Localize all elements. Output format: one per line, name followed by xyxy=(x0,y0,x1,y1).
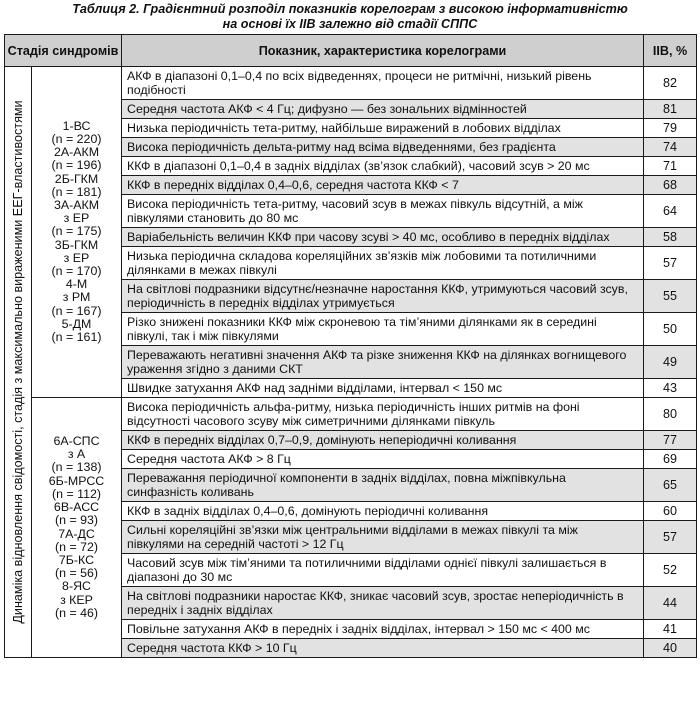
stage-line: 6В-АСС xyxy=(53,500,100,515)
iiv-value: 80 xyxy=(644,398,697,431)
iiv-value: 41 xyxy=(644,620,697,639)
indicator-description: Висока періодичність дельта-ритму над всіма відведеннями, без градієнта xyxy=(122,138,644,157)
iiv-value: 65 xyxy=(644,469,697,502)
stage-line: (n = 138) xyxy=(51,460,102,475)
iiv-value: 69 xyxy=(644,450,697,469)
iiv-value: 57 xyxy=(644,521,697,554)
iiv-value: 52 xyxy=(644,554,697,587)
stage-line: 5-ДМ xyxy=(61,316,92,331)
iiv-value: 43 xyxy=(644,379,697,398)
indicator-description: Середня частота АКФ > 8 Гц xyxy=(122,450,644,469)
stage-line: (n = 220) xyxy=(51,131,102,146)
stage-line: 2Б-ГКМ xyxy=(54,171,99,186)
stage-line: 7А-ДС xyxy=(58,526,95,541)
iiv-value: 81 xyxy=(644,100,697,119)
header-iiv: ІІВ, % xyxy=(644,35,697,67)
header-stage: Стадія синдромів xyxy=(5,35,122,67)
stage-line: з А xyxy=(67,447,86,462)
indicator-description: ККФ в передніх відділах 0,4–0,6, середня частота ККФ < 7 xyxy=(122,176,644,195)
indicator-description: ККФ в діапазоні 0,1–0,4 в задніх відділах (зв’язок слабкий), часовий зсув > 20 мс xyxy=(122,157,644,176)
indicator-description: Висока періодичність альфа-ритму, низька періодичність інших ритмів на фоні відсутності часового зсуву між симетричними ділянками півкуль xyxy=(122,398,644,431)
iiv-value: 40 xyxy=(644,639,697,658)
indicator-description: Сильні кореляційні зв’язки між центральними відділами в межах півкулі та між півкулями на середній частоті > 12 Гц xyxy=(122,521,644,554)
stage-line: (n = 112) xyxy=(51,486,102,501)
header-indicator: Показник, характеристика корелограми xyxy=(122,35,644,67)
stage-line: (n = 167) xyxy=(51,303,102,318)
stage-line: (n = 181) xyxy=(51,184,102,199)
iiv-value: 44 xyxy=(644,587,697,620)
indicator-description: ККФ в передніх відділах 0,7–0,9, домінують неперіодичні коливання xyxy=(122,431,644,450)
stage-line: 1-ВС xyxy=(62,118,91,133)
indicator-description: Середня частота АКФ < 4 Гц; дифузно — без зональних відмінностей xyxy=(122,100,644,119)
data-table xyxy=(4,34,697,658)
stage-line: (n = 56) xyxy=(54,566,99,581)
iiv-value: 82 xyxy=(644,67,697,100)
stage-line: 6А-СПС xyxy=(53,434,100,449)
indicator-description: Низька періодична складова кореляційних зв’язків між лобовими та потиличними ділянками в межах півкулі xyxy=(122,247,644,280)
stage-line: (n = 175) xyxy=(51,224,102,239)
stage-line: 4-М xyxy=(65,277,88,292)
stage-line: 3А-АКМ xyxy=(53,197,100,212)
iiv-value: 79 xyxy=(644,119,697,138)
indicator-description: Переважають негативні значення АКФ та різке зниження ККФ на ділянках вогнищевого ураження згідно з даними СКТ xyxy=(122,346,644,379)
iiv-value: 57 xyxy=(644,247,697,280)
stage-line: 8-ЯС xyxy=(62,579,91,594)
vertical-axis-label-cell xyxy=(5,67,32,658)
stage-line: 2А-АКМ xyxy=(53,145,100,160)
caption-line-1: Таблиця 2. Градієнтний розподіл показників корелограм з високою інформативністю xyxy=(72,2,628,16)
iiv-value: 49 xyxy=(644,346,697,379)
iiv-value: 77 xyxy=(644,431,697,450)
indicator-description: Низька періодичність тета-ритму, найбільше виражений в лобових відділах xyxy=(122,119,644,138)
indicator-description: ККФ в задніх відділах 0,4–0,6, домінують періодичні коливання xyxy=(122,502,644,521)
indicator-description: Варіабельність величин ККФ при часову зсуві > 40 мс, особливо в передніх відділах xyxy=(122,228,644,247)
iiv-value: 74 xyxy=(644,138,697,157)
iiv-value: 68 xyxy=(644,176,697,195)
stage-group-cell xyxy=(32,67,122,398)
stage-line: (n = 196) xyxy=(51,158,102,173)
indicator-description: Швидке затухання АКФ над задніми відділами, інтервал < 150 мс xyxy=(122,379,644,398)
stage-group-cell xyxy=(32,398,122,658)
iiv-value: 71 xyxy=(644,157,697,176)
stage-line: (n = 93) xyxy=(54,513,99,528)
table-row xyxy=(5,67,697,100)
stage-line: (n = 72) xyxy=(54,539,99,554)
stage-line: з ЕР xyxy=(63,250,90,265)
stage-line: (n = 46) xyxy=(54,605,99,620)
indicator-description: Часовий зсув між тім’яними та потиличними відділами однієї півкулі залишається в діапазоні до 30 мс xyxy=(122,554,644,587)
stage-line: 3Б-ГКМ xyxy=(54,237,99,252)
stage-line: (n = 170) xyxy=(51,264,102,278)
indicator-description: Різко знижені показники ККФ між скроневою та тім’яними ділянками як в середині півкулі, так і між півкулями xyxy=(122,313,644,346)
table-row xyxy=(5,398,697,431)
stage-line: 7Б-КС xyxy=(58,552,95,567)
stage-line: з ЕР xyxy=(63,211,90,226)
iiv-value: 60 xyxy=(644,502,697,521)
indicator-description: Висока періодичність тета-ритму, часовий зсув в межах півкуль відсутній, а між півкулями становить до 80 мс xyxy=(122,195,644,228)
iiv-value: 55 xyxy=(644,280,697,313)
indicator-description: На світлові подразники відсутнє/незначне наростання ККФ, утримуються часовий зсув, періодичність в передніх відділах утримується xyxy=(122,280,644,313)
iiv-value: 58 xyxy=(644,228,697,247)
vertical-axis-label: Динаміка відновлення свідомості, стадія з максимально вираженими ЕЕГ-властивостями xyxy=(11,100,25,624)
indicator-description: Переважання періодичної компоненти в задніх відділах, повна міжпівкульна синфазність коливань xyxy=(122,469,644,502)
iiv-value: 50 xyxy=(644,313,697,346)
stage-line: з РМ xyxy=(62,290,91,305)
stage-line: 6Б-МРСС xyxy=(48,473,105,488)
indicator-description: На світлові подразники наростає ККФ, зникає часовий зсув, зростає неперіодичність в передніх і задніх відділах xyxy=(122,587,644,620)
stage-line: (n = 161) xyxy=(51,330,102,345)
header-row xyxy=(5,35,697,67)
indicator-description: Середня частота ККФ > 10 Гц xyxy=(122,639,644,658)
caption-line-2: на основі їх ІІВ залежно від стадії СППС xyxy=(222,17,478,31)
table-caption xyxy=(0,0,700,34)
indicator-description: АКФ в діапазоні 0,1–0,4 по всіх відведеннях, процеси не ритмічні, низький рівень подібності xyxy=(122,67,644,100)
indicator-description: Повільне затухання АКФ в передніх і задніх відділах, інтервал > 150 мс < 400 мс xyxy=(122,620,644,639)
iiv-value: 64 xyxy=(644,195,697,228)
stage-line: з КЕР xyxy=(60,592,93,607)
table-body xyxy=(5,67,697,658)
